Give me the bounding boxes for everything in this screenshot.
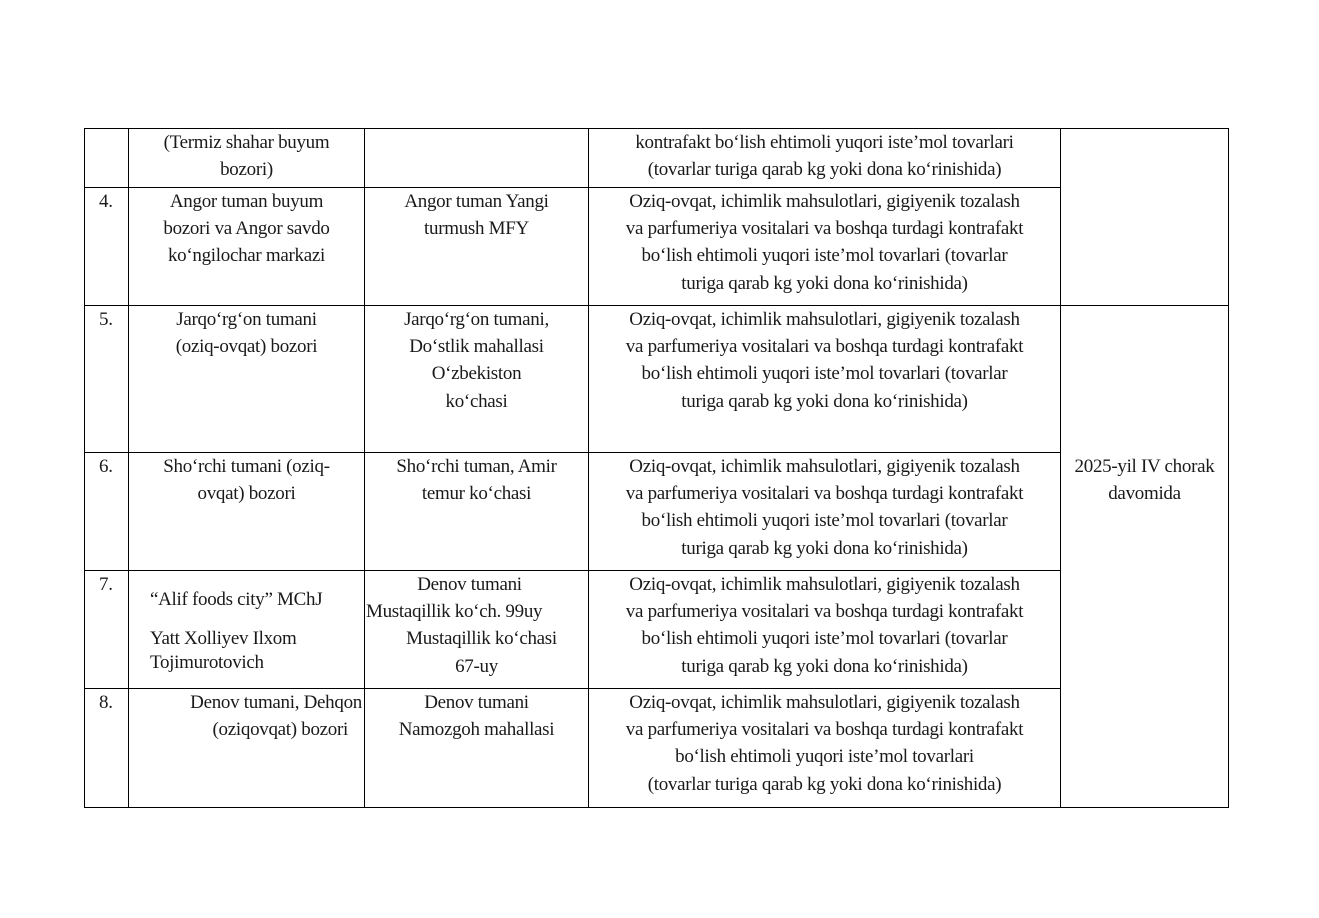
market-name-cell <box>128 452 365 571</box>
address-line: Namozgoh mahallasi <box>398 719 555 741</box>
row-number-cell: 8. <box>84 688 129 808</box>
goods-line: kontrafakt bo‘lish ehtimoli yuqori iste’mol tovarlari <box>635 132 1014 153</box>
address-cell <box>364 305 589 453</box>
row-number-cell <box>84 128 129 188</box>
goods-line: va parfumeriya vositalari va boshqa turdagi kontrafakt <box>625 336 1024 358</box>
market-name-line: “Alif foods city” MChJ <box>150 589 323 610</box>
row-number-cell: 4. <box>84 187 129 306</box>
goods-cell <box>588 452 1061 571</box>
address-line: Denov tumani <box>424 692 529 713</box>
market-name-line: Yatt Xolliyev Ilxom <box>150 628 297 650</box>
goods-line: bo‘lish ehtimoli yuqori iste’mol tovarlari (tovarlar <box>641 245 1008 267</box>
address-line: Angor tuman Yangi <box>404 191 549 212</box>
goods-line: va parfumeriya vositalari va boshqa turdagi kontrafakt <box>625 483 1024 505</box>
market-name-cell <box>128 570 365 689</box>
market-name-cell <box>128 688 365 808</box>
row-number-cell: 6. <box>84 452 129 571</box>
goods-line: (tovarlar turiga qarab kg yoki dona ko‘rinishida) <box>647 159 1002 181</box>
address-cell <box>364 570 589 689</box>
address-cell <box>364 452 589 571</box>
goods-line: turiga qarab kg yoki dona ko‘rinishida) <box>681 272 968 294</box>
timeframe-line: davomida <box>1108 483 1181 505</box>
market-name-line: bozori va Angor savdo <box>163 218 330 240</box>
address-line: Mustaqillik ko‘ch. 99uy <box>366 601 543 623</box>
address-cell <box>364 187 589 306</box>
goods-line: Oziq-ovqat, ichimlik mahsulotlari, gigiyenik tozalash <box>629 191 1020 212</box>
address-cell <box>364 688 589 808</box>
goods-cell <box>588 688 1061 808</box>
goods-cell <box>588 187 1061 306</box>
goods-line: Oziq-ovqat, ichimlik mahsulotlari, gigiyenik tozalash <box>629 692 1020 713</box>
goods-line: va parfumeriya vositalari va boshqa turdagi kontrafakt <box>625 719 1024 741</box>
market-name-cell <box>128 305 365 453</box>
address-line: O‘zbekiston <box>431 363 522 385</box>
market-name-line: Sho‘rchi tumani (oziq- <box>163 456 330 477</box>
market-name-line: bozori) <box>220 159 273 181</box>
row-number-cell: 5. <box>84 305 129 453</box>
timeframe-line: 2025-yil IV chorak <box>1074 456 1215 477</box>
market-name-line: (oziqovqat) bozori <box>212 719 348 741</box>
goods-line: turiga qarab kg yoki dona ko‘rinishida) <box>681 537 968 559</box>
address-line: Do‘stlik mahallasi <box>409 336 544 358</box>
address-line: Denov tumani <box>417 574 522 595</box>
goods-line: bo‘lish ehtimoli yuqori iste’mol tovarlari (tovarlar <box>641 628 1008 650</box>
goods-cell <box>588 305 1061 453</box>
goods-line: va parfumeriya vositalari va boshqa turdagi kontrafakt <box>625 218 1024 240</box>
goods-cell <box>588 570 1061 689</box>
market-name-cell <box>128 128 365 188</box>
timeframe-cell <box>1060 305 1229 808</box>
market-name-line: (oziq-ovqat) bozori <box>175 336 318 358</box>
goods-line: Oziq-ovqat, ichimlik mahsulotlari, gigiyenik tozalash <box>629 574 1020 595</box>
timeframe-cell-empty <box>1060 128 1229 306</box>
goods-line: va parfumeriya vositalari va boshqa turdagi kontrafakt <box>625 601 1024 623</box>
market-name-line: Tojimurotovich <box>150 652 264 674</box>
goods-line: bo‘lish ehtimoli yuqori iste’mol tovarlari (tovarlar <box>641 363 1008 385</box>
market-name-line: Angor tuman buyum <box>169 191 324 212</box>
market-name-line: ko‘ngilochar markazi <box>167 245 325 267</box>
address-line: Sho‘rchi tuman, Amir <box>396 456 557 477</box>
row-number-cell: 7. <box>84 570 129 689</box>
market-name-cell <box>128 187 365 306</box>
market-name-line: Denov tumani, Dehqon <box>190 692 362 713</box>
address-cell <box>364 128 589 188</box>
markets-table <box>84 128 1229 808</box>
address-line: temur ko‘chasi <box>421 483 532 505</box>
market-name-line: Jarqo‘rg‘on tumani <box>176 309 317 330</box>
goods-line: bo‘lish ehtimoli yuqori iste’mol tovarlari <box>675 746 974 768</box>
goods-line: turiga qarab kg yoki dona ko‘rinishida) <box>681 655 968 677</box>
goods-line: bo‘lish ehtimoli yuqori iste’mol tovarlari (tovarlar <box>641 510 1008 532</box>
address-line: turmush MFY <box>424 218 529 240</box>
market-name-line: ovqat) bozori <box>197 483 296 505</box>
address-line: Mustaqillik ko‘chasi <box>406 628 557 650</box>
goods-line: Oziq-ovqat, ichimlik mahsulotlari, gigiyenik tozalash <box>629 456 1020 477</box>
goods-line: turiga qarab kg yoki dona ko‘rinishida) <box>681 390 968 412</box>
address-line: Jarqo‘rg‘on tumani, <box>404 309 549 330</box>
address-line: 67-uy <box>455 655 498 677</box>
goods-line: (tovarlar turiga qarab kg yoki dona ko‘rinishida) <box>647 773 1002 795</box>
goods-cell <box>588 128 1061 188</box>
address-line: ko‘chasi <box>445 390 508 412</box>
market-name-line: (Termiz shahar buyum <box>163 132 330 153</box>
goods-line: Oziq-ovqat, ichimlik mahsulotlari, gigiyenik tozalash <box>629 309 1020 330</box>
